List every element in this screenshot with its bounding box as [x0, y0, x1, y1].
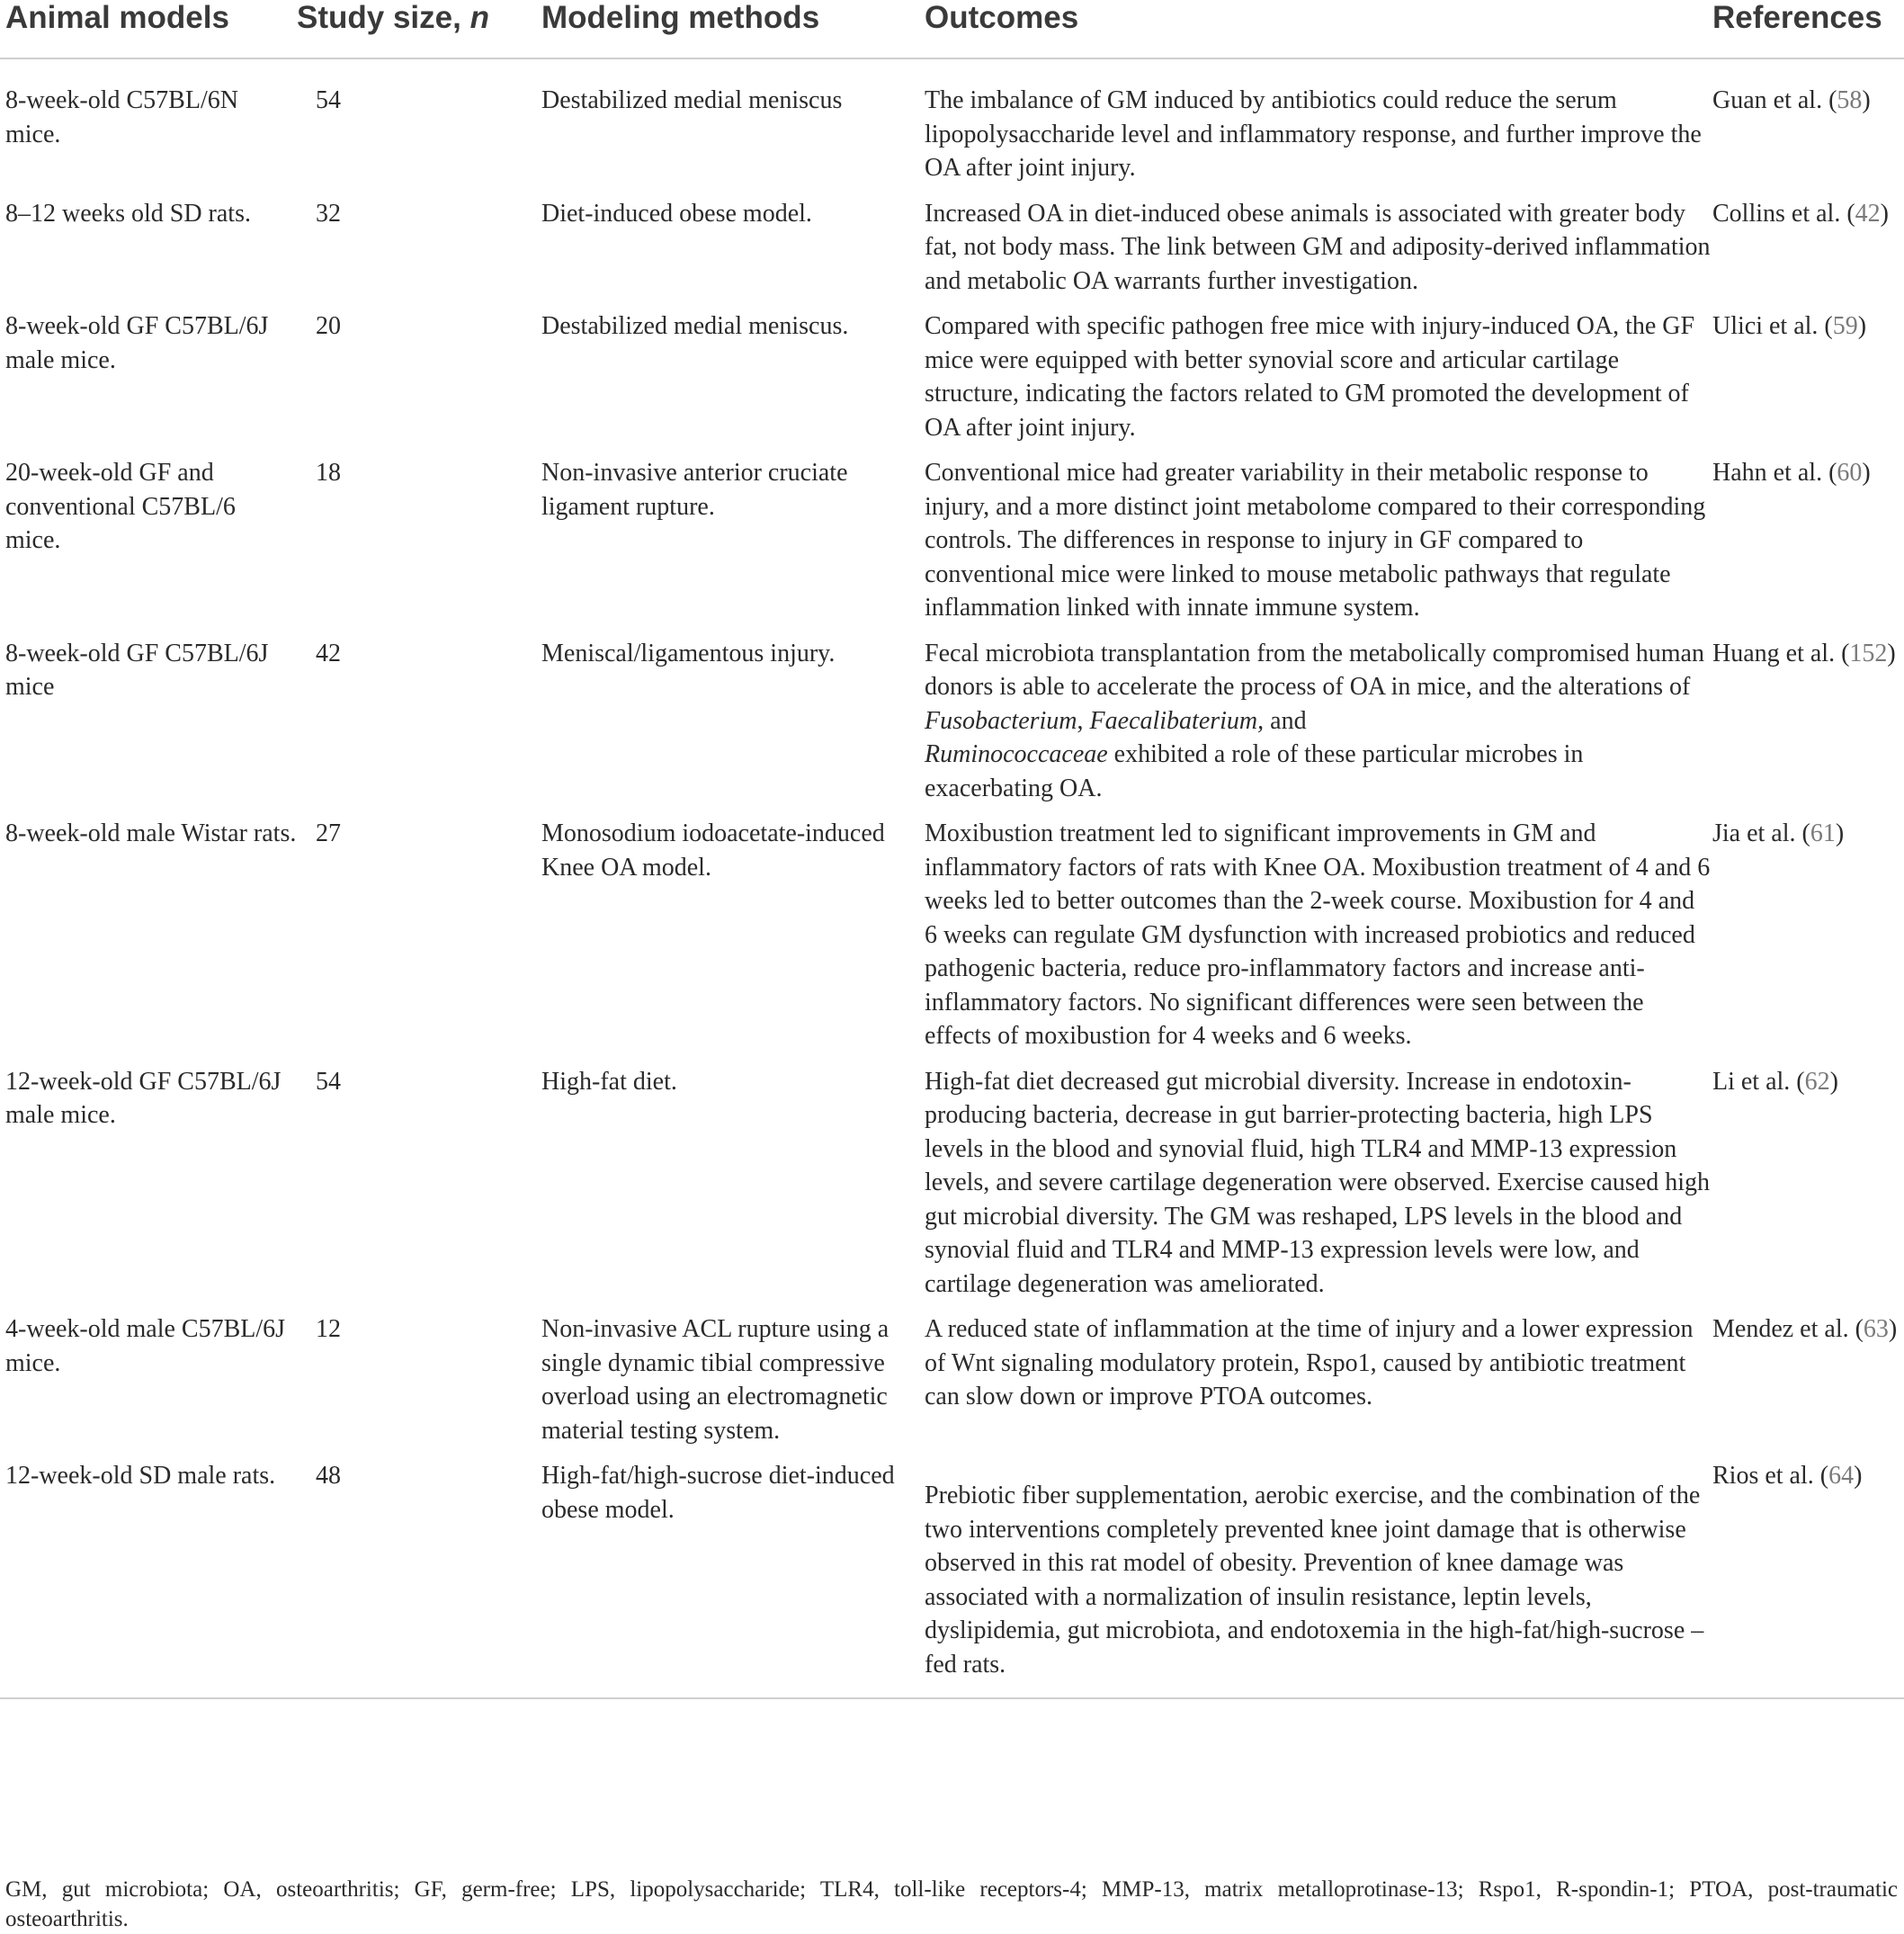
- modeling-method-cell: Destabilized medial meniscus.: [541, 312, 849, 340]
- modeling-method-cell: Non-invasive anterior cruciate ligament rupture.: [541, 459, 848, 521]
- outcome-cell: Fecal microbiota transplantation from the metabolically compromised human donors is able to accelerate the process of OA in mice, and the alterations of Fusobacterium, Faecalibaterium, and Ruminococcaceae exhibited a role of these particular microbes in exacerbating OA.: [925, 639, 1704, 802]
- animal-model-cell: 4-week-old male C57BL/6J mice.: [5, 1315, 286, 1377]
- table-row: [0, 456, 1904, 637]
- study-size-cell: 48: [297, 1459, 541, 1698]
- outcome-cell: Conventional mice had greater variability in their metabolic response to injury, and a more distinct joint metabolome compared to their corresponding controls. The differences in response to injury in GF compared to conventional mice were linked to mouse metabolic pathways that regulate inflammation linked with innate immune system.: [925, 459, 1706, 622]
- animal-model-cell: 8–12 weeks old SD rats.: [5, 199, 251, 228]
- reference-cell: Jia et al. (61): [1712, 819, 1845, 847]
- reference-link[interactable]: 60: [1837, 459, 1863, 487]
- header-study-size: Study size, n: [297, 0, 541, 58]
- table-row: [0, 637, 1904, 818]
- reference-link[interactable]: 64: [1828, 1462, 1855, 1490]
- header-modeling-methods: Modeling methods: [541, 0, 925, 58]
- reference-cell: Mendez et al. (63): [1712, 1315, 1898, 1343]
- modeling-method-cell: High-fat/high-sucrose diet-induced obese model.: [541, 1459, 925, 1698]
- outcome-cell: High-fat diet decreased gut microbial diversity. Increase in endotoxin-producing bacteria, decrease in gut barrier-protecting bacteria, high LPS levels in the blood and synovial fluid, high TLR4 and MMP-13 expression levels, and severe cartilage degeneration were observed. Exercise caused high gut microbial diversity. The GM was reshaped, LPS levels in the blood and synovial fluid and TLR4 and MMP-13 expression levels were low, and cartilage degeneration was ameliorated.: [925, 1067, 1711, 1298]
- study-size-cell: 18: [316, 459, 341, 487]
- modeling-method-cell: Diet-induced obese model.: [541, 199, 812, 228]
- reference-cell: Guan et al. (58): [1712, 86, 1871, 114]
- table-row: [0, 197, 1904, 310]
- reference-cell: Collins et al. (42): [1712, 199, 1889, 228]
- reference-link[interactable]: 58: [1837, 86, 1863, 114]
- reference-link[interactable]: 61: [1810, 819, 1836, 847]
- outcome-cell: Increased OA in diet-induced obese animals is associated with greater body fat, not body mass. The link between GM and adiposity-derived inflammation and metabolic OA warrants further investigation.: [925, 199, 1711, 295]
- reference-link[interactable]: 59: [1832, 312, 1858, 340]
- table-row: [0, 1065, 1904, 1313]
- study-size-cell: 12: [316, 1315, 341, 1343]
- study-size-cell: 27: [316, 819, 341, 847]
- table-row: [0, 1459, 1904, 1698]
- reference-link[interactable]: 63: [1863, 1315, 1889, 1343]
- animal-model-cell: 20-week-old GF and conventional C57BL/6 mice.: [5, 459, 236, 554]
- animal-model-cell: 8-week-old C57BL/6N mice.: [5, 86, 238, 148]
- outcome-cell: Moxibustion treatment led to significant improvements in GM and inflammatory factors of rats with Knee OA. Moxibustion treatment of 4 and 6 weeks led to better outcomes than the 2-week course. Moxibustion for 4 and 6 weeks can regulate GM dysfunction with increased probiotics and reduced pathogenic bacteria, reduce pro-inflammatory factors and increase anti-inflammatory factors. No significant differences were seen between the effects of moxibustion for 4 weeks and 6 weeks.: [925, 819, 1711, 1050]
- table-row: [0, 1312, 1904, 1459]
- header-row: [0, 0, 1904, 58]
- animal-model-cell: 8-week-old GF C57BL/6J mice: [5, 639, 269, 701]
- reference-cell: Rios et al. (64): [1712, 1459, 1904, 1698]
- study-size-cell: 20: [316, 312, 341, 340]
- header-animal-models: Animal models: [0, 0, 297, 58]
- reference-cell: Hahn et al. (60): [1712, 459, 1871, 487]
- taxon-name: Faecalibaterium,: [1089, 706, 1265, 735]
- modeling-method-cell: High-fat diet.: [541, 1067, 677, 1096]
- outcome-cell: A reduced state of inflammation at the time of injury and a lower expression of Wnt signaling modulatory protein, Rspo1, caused by antibiotic treatment can slow down or improve PTOA outcomes.: [925, 1315, 1694, 1410]
- modeling-method-cell: Destabilized medial meniscus: [541, 86, 843, 114]
- study-size-cell: 32: [316, 199, 341, 228]
- reference-link[interactable]: 62: [1804, 1067, 1830, 1096]
- modeling-method-cell: Non-invasive ACL rupture using a single dynamic tibial compressive overload using an electromagnetic material testing system.: [541, 1315, 889, 1445]
- animal-model-cell: 8-week-old GF C57BL/6J male mice.: [5, 312, 269, 374]
- modeling-method-cell: Meniscal/ligamentous injury.: [541, 639, 836, 667]
- table-row: [0, 58, 1904, 197]
- outcome-cell: The imbalance of GM induced by antibiotics could reduce the serum lipopolysaccharide level and inflammatory response, and further improve the OA after joint injury.: [925, 86, 1702, 182]
- study-size-cell: 42: [316, 639, 341, 667]
- study-size-cell: 54: [316, 86, 341, 114]
- modeling-method-cell: Monosodium iodoacetate-induced Knee OA model.: [541, 819, 885, 882]
- study-size-cell: 54: [316, 1067, 341, 1096]
- outcome-cell: Prebiotic fiber supplementation, aerobic exercise, and the combination of the two interventions completely prevented knee joint damage that is otherwise observed in this rat model of obesity. Prevention of knee damage was associated with a normalization of insulin resistance, leptin levels, dyslipidemia, gut microbiota, and endotoxemia in the high-fat/high-sucrose –fed rats.: [925, 1459, 1712, 1698]
- reference-link[interactable]: 42: [1855, 199, 1881, 228]
- header-outcomes: Outcomes: [925, 0, 1712, 58]
- outcome-cell: Compared with specific pathogen free mice with injury-induced OA, the GF mice were equipped with better synovial score and articular cartilage structure, indicating the factors related to GM promoted the development of OA after joint injury.: [925, 312, 1695, 442]
- taxon-name: Fusobacterium: [925, 706, 1077, 735]
- reference-link[interactable]: 152: [1849, 639, 1888, 667]
- table-row: [0, 309, 1904, 456]
- reference-cell: Ulici et al. (59): [1712, 312, 1867, 340]
- animal-model-cell: 12-week-old GF C57BL/6J male mice.: [5, 1067, 282, 1129]
- table-footnote: GM, gut microbiota; OA, osteoarthritis; GF, germ-free; LPS, lipopolysaccharide; TLR4, toll-like receptors-4; MMP-13, matrix metalloprotinase-13; Rspo1, R-spondin-1; PTOA, post-traumatic osteoarthritis.: [5, 1877, 1898, 1931]
- animal-model-cell: 12-week-old SD male rats.: [0, 1459, 297, 1698]
- taxon-name: Ruminococcaceae: [925, 740, 1108, 768]
- table-row: [0, 817, 1904, 1065]
- header-references: References: [1712, 0, 1904, 58]
- reference-cell: Li et al. (62): [1712, 1067, 1838, 1096]
- animal-model-cell: 8-week-old male Wistar rats.: [5, 819, 297, 847]
- reference-cell: Huang et al. (152): [1712, 639, 1896, 667]
